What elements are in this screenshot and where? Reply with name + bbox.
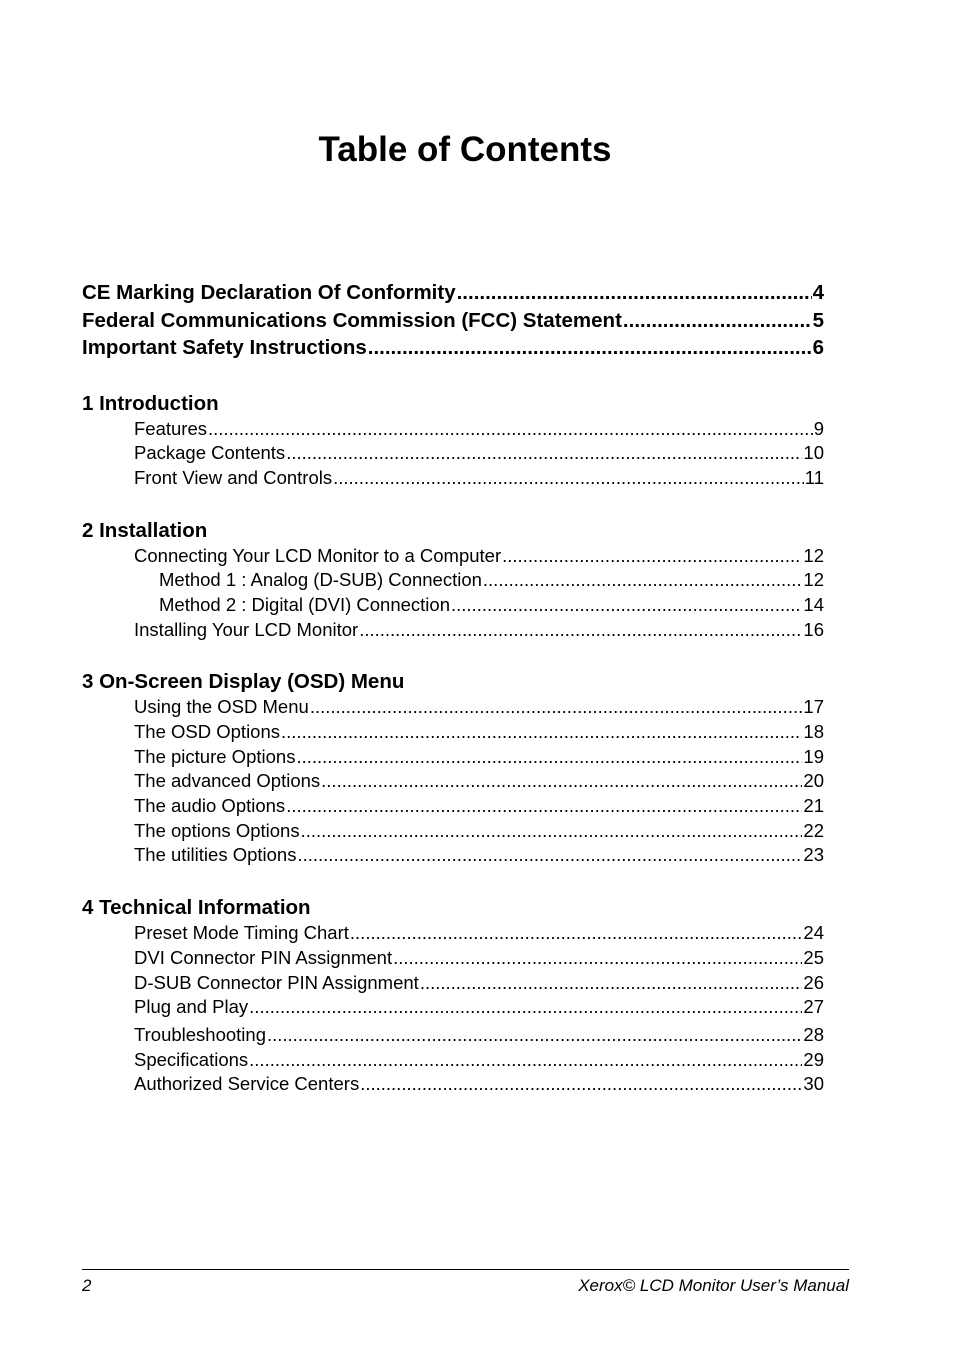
toc-entry[interactable] [82,466,824,491]
toc-entry[interactable] [82,441,824,466]
toc-entry-page: 30 [803,1073,824,1095]
toc-entry-page: 6 [812,336,824,359]
toc-entry-label: The OSD Options [134,721,281,742]
footer-page-number: 2 [82,1276,92,1295]
dot-leader [360,1072,802,1097]
toc-entry[interactable] [82,843,824,868]
toc-entry-label: Installing Your LCD Monitor [134,618,359,640]
toc-entry-label: Federal Communications Commission (FCC) Statement [82,308,622,332]
dot-leader [623,307,812,335]
toc-entry-page: 16 [803,618,824,640]
footer-divider [82,1269,849,1270]
toc-entry[interactable] [82,745,824,770]
toc-entry[interactable] [82,921,824,946]
chapter-heading-installation[interactable]: 2 Installation [82,518,208,542]
toc-entry-label: The options Options [134,819,300,841]
dot-leader [393,946,802,971]
dot-leader [457,279,812,307]
toc-entry-page: 12 [803,569,824,591]
footer-manual-title: Xerox© LCD Monitor User’s Manual [578,1276,849,1295]
toc-entry-label: The advanced Options [134,770,321,792]
toc-entry[interactable] [82,819,824,844]
toc-entry-page: 17 [803,696,824,718]
toc-entry-page: 22 [803,819,824,841]
toc-entry[interactable] [82,794,824,819]
toc-entry-label: Preset Mode Timing Chart [134,922,349,944]
toc-entry-page: 12 [803,544,824,566]
dot-leader [333,466,804,491]
toc-entry-label: Troubleshooting [134,1023,266,1045]
dot-leader [249,1048,802,1073]
toc-entry[interactable] [82,593,824,618]
toc-entry[interactable] [82,417,824,442]
toc-entry-ce-marking[interactable] [82,279,824,307]
toc-entry-page: 9 [813,417,824,439]
page-title: Table of Contents [318,130,612,169]
toc-entry-page: 11 [804,466,824,488]
dot-leader [296,745,802,770]
toc-entry-label: Method 1 : Analog (D-SUB) Connection [159,569,482,591]
toc-entry-label: Package Contents [134,442,286,464]
toc-entry-label: CE Marking Declaration Of Conformity [82,281,456,304]
table-of-contents [82,279,824,1097]
toc-entry-label: Front View and Controls [134,466,333,488]
toc-entry[interactable] [82,946,824,971]
dot-leader [286,441,802,466]
dot-leader [502,544,802,569]
dot-leader [286,794,802,819]
toc-entry[interactable] [82,769,824,794]
chapter-heading-osd-menu[interactable]: 3 On-Screen Display (OSD) Menu [82,670,405,694]
chapter-heading-technical-information[interactable]: 4 Technical Information [82,896,311,920]
toc-entry-label: Important Safety Instructions [82,336,367,359]
toc-entry-label: The audio Options [134,795,286,817]
dot-leader [451,593,802,618]
dot-leader [483,568,803,593]
dot-leader [208,417,813,442]
dot-leader [350,921,803,946]
toc-entry-label: D-SUB Connector PIN Assignment [134,971,419,993]
toc-entry-page: 25 [803,946,824,968]
toc-entry-label: Specifications [134,1048,249,1070]
toc-entry-label: Connecting Your LCD Monitor to a Computer [134,544,502,566]
toc-entry-label: Using the OSD Menu [134,696,309,718]
dot-leader [420,971,803,996]
toc-entry-label: The utilities Options [134,844,297,866]
dot-leader [359,618,802,643]
toc-entry[interactable] [82,618,824,643]
toc-entry-page: 18 [803,721,824,742]
chapter-heading-introduction[interactable]: 1 Introduction [82,391,219,415]
toc-entry-page: 24 [803,922,824,944]
dot-leader [281,720,802,745]
toc-entry[interactable] [82,568,824,593]
toc-entry-label: DVI Connector PIN Assignment [134,946,393,968]
dot-leader [297,843,802,868]
toc-entry-page: 29 [803,1048,824,1070]
toc-entry-fcc-statement[interactable] [82,307,824,335]
toc-entry-label: Features [134,417,208,439]
dot-leader [267,1023,802,1048]
toc-entry[interactable] [82,1023,824,1048]
toc-entry[interactable] [82,995,824,1020]
dot-leader [301,819,803,844]
dot-leader [368,334,812,362]
toc-entry-page: 14 [803,593,824,615]
toc-entry[interactable] [82,1048,824,1073]
toc-entry-page: 27 [803,996,824,1018]
toc-entry[interactable] [82,1072,824,1097]
dot-leader [249,995,802,1020]
toc-entry-page: 21 [803,795,824,817]
toc-entry[interactable] [82,971,824,996]
toc-entry[interactable] [82,695,824,720]
toc-entry-label: Method 2 : Digital (DVI) Connection [159,593,450,615]
toc-entry-page: 23 [803,844,824,866]
dot-leader [321,769,802,794]
toc-entry-page: 28 [803,1023,824,1045]
toc-entry-page: 5 [812,308,824,332]
toc-entry-page: 19 [803,745,824,767]
toc-entry-page: 10 [803,442,824,464]
toc-entry-label: Plug and Play [134,996,249,1018]
toc-entry-page: 20 [803,770,824,792]
toc-entry-label: The picture Options [134,745,296,767]
toc-entry[interactable] [82,720,824,745]
toc-entry-page: 4 [812,281,824,304]
toc-entry[interactable] [82,544,824,569]
toc-entry-label: Authorized Service Centers [134,1073,360,1095]
toc-entry-safety-instructions[interactable] [82,334,824,362]
dot-leader [310,695,803,720]
toc-entry-page: 26 [803,971,824,993]
